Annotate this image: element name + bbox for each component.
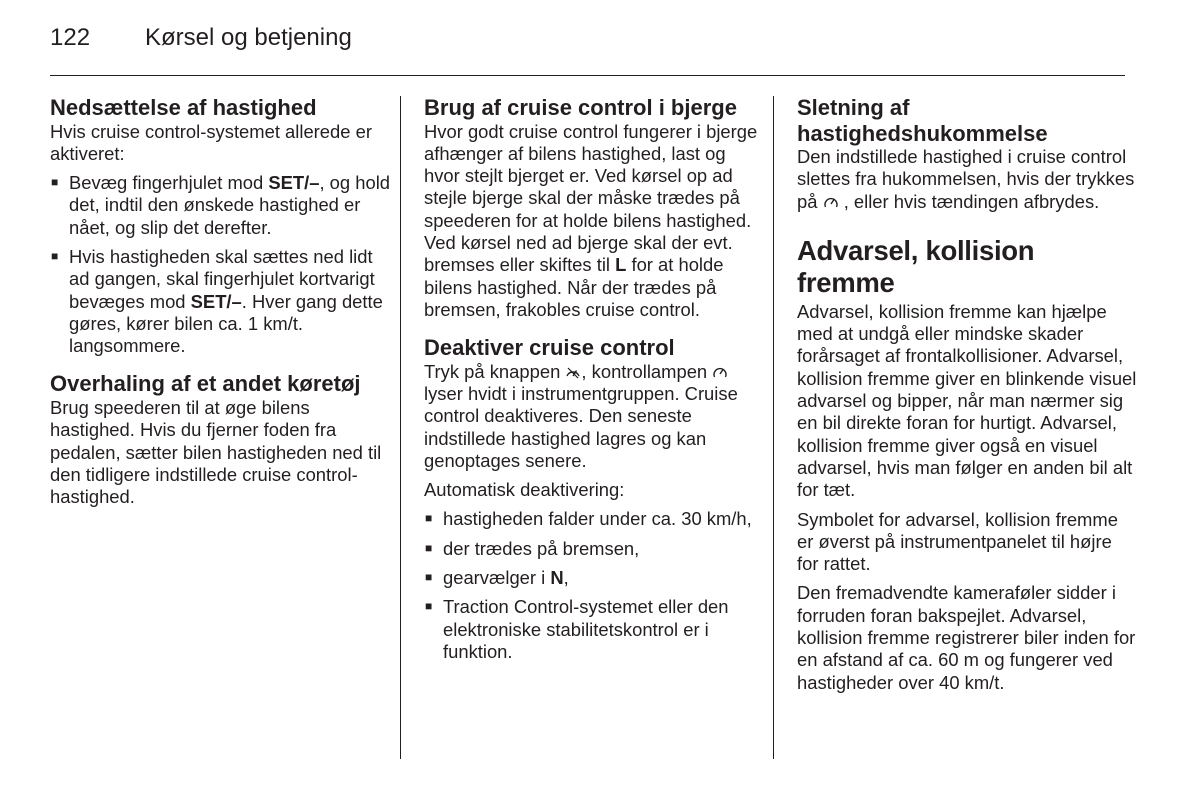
- bold-text: L: [615, 254, 627, 276]
- header-rule: [50, 75, 1125, 76]
- page-number: 122: [50, 24, 91, 51]
- section-heading: Sletning af hastighedshukommelse: [797, 95, 1048, 146]
- bold-text: SET/–: [190, 290, 242, 312]
- section-heading: Nedsættelse af hastighed: [50, 95, 317, 120]
- list-item: [50, 172, 390, 239]
- bullet-list: [424, 508, 764, 663]
- paragraph: Automatisk deaktivering:: [424, 479, 625, 501]
- text: for at holde bilens hastighed. Når der trædes på bremsen, frakobles cruise control.: [424, 254, 724, 320]
- bold-text: SET/–: [268, 172, 320, 194]
- text: Hvor godt cruise control fungerer i bjerge afhænger af bilens hastighed, last og hvor stejlt bjerget er. Ved kørsel op ad stejle bjerge skal der måske trædes på speederen for at holde bilens hastighed. Ved kørsel ned ad bjerge skal der evt. bremses eller skiftes til: [424, 120, 758, 276]
- text: , eller hvis tændingen afbrydes.: [838, 190, 1100, 212]
- text: gearvælger i: [443, 567, 551, 589]
- list-item: ■ Traction Control-systemet eller den elektroniske stabilitetskontrol er i funktion.: [424, 596, 764, 663]
- paragraph: Hvis cruise control-systemet allerede er aktiveret:: [50, 120, 372, 164]
- column-3: [797, 95, 1137, 694]
- paragraph: Symbolet for advarsel, kollision fremme er øverst på instrumentpanelet til højre for rattet.: [797, 508, 1118, 575]
- text: lyser hvidt i instrumentgruppen. Cruise control deaktiveres. Den seneste indstillede hastighed lagres og kan genoptages senere.: [424, 382, 738, 471]
- section-heading: Brug af cruise control i bjerge: [424, 95, 737, 120]
- speedometer-icon: [565, 365, 581, 379]
- cruise-cancel-icon: [823, 195, 839, 209]
- text: Tryk på knappen: [424, 360, 566, 382]
- list-item: ■ der trædes på bremsen,: [424, 538, 764, 560]
- paragraph: Den fremadvendte kameraføler sidder i forruden foran bakspejlet. Advarsel, kollision fremme registrerer biler inden for en afstand af ca. 60 m og fungerer ved hastigheder over 40 km/t.: [797, 582, 1136, 693]
- list-item: [50, 246, 390, 357]
- list-item: ■ hastigheden falder under ca. 30 km/h,: [424, 508, 764, 530]
- section-heading: Overhaling af et andet køretøj: [50, 371, 361, 397]
- paragraph: [797, 146, 1137, 213]
- text: . Hver gang dette gøres, kører bilen ca. 1 km/t. langsommere.: [69, 290, 383, 357]
- column-divider-2: [773, 96, 774, 759]
- text: Den indstillede hastighed i cruise control slettes fra hukommelsen, hvis der trykkes på: [797, 146, 1135, 212]
- paragraph: [424, 121, 764, 322]
- bullet-list: [50, 172, 390, 357]
- chapter-heading: Advarsel, kollision fremme: [797, 234, 1035, 298]
- list-item: [424, 567, 764, 589]
- section-heading: Deaktiver cruise control: [424, 335, 675, 361]
- text: , og hold det, indtil den ønskede hastighed er nået, og slip det derefter.: [69, 172, 391, 238]
- cruise-cancel-icon: [712, 365, 728, 379]
- bold-text: N: [550, 567, 564, 589]
- paragraph: [424, 361, 764, 472]
- paragraph: Brug speederen til at øge bilens hastighed. Hvis du fjerner foden fra pedalen, sætter bilen hastigheden ned til den tidligere indstillede cruise control-hastighed.: [50, 396, 382, 508]
- text: Hvis hastigheden skal sættes ned lidt ad gangen, skal fingerhjulet kortvarigt bevæges mod: [69, 245, 375, 312]
- column-1: [50, 95, 390, 508]
- paragraph: Advarsel, kollision fremme kan hjælpe med at undgå eller mindske skader forårsaget af frontalkollisioner. Advarsel, kollision fremme giver en blinkende visuel advarsel og bipper, når man nærmer sig en bil direkte foran for hurtigt. Advarsel, kollision fremme giver også en visuel advarsel, hvis man følger en anden bil alt for tæt.: [797, 300, 1137, 501]
- column-2: [424, 95, 764, 663]
- page-title: Kørsel og betjening: [145, 24, 352, 51]
- text: Bevæg fingerhjulet mod: [69, 172, 269, 194]
- column-divider-1: [400, 96, 401, 759]
- text: , kontrollampen: [581, 360, 713, 382]
- text: ,: [563, 567, 569, 589]
